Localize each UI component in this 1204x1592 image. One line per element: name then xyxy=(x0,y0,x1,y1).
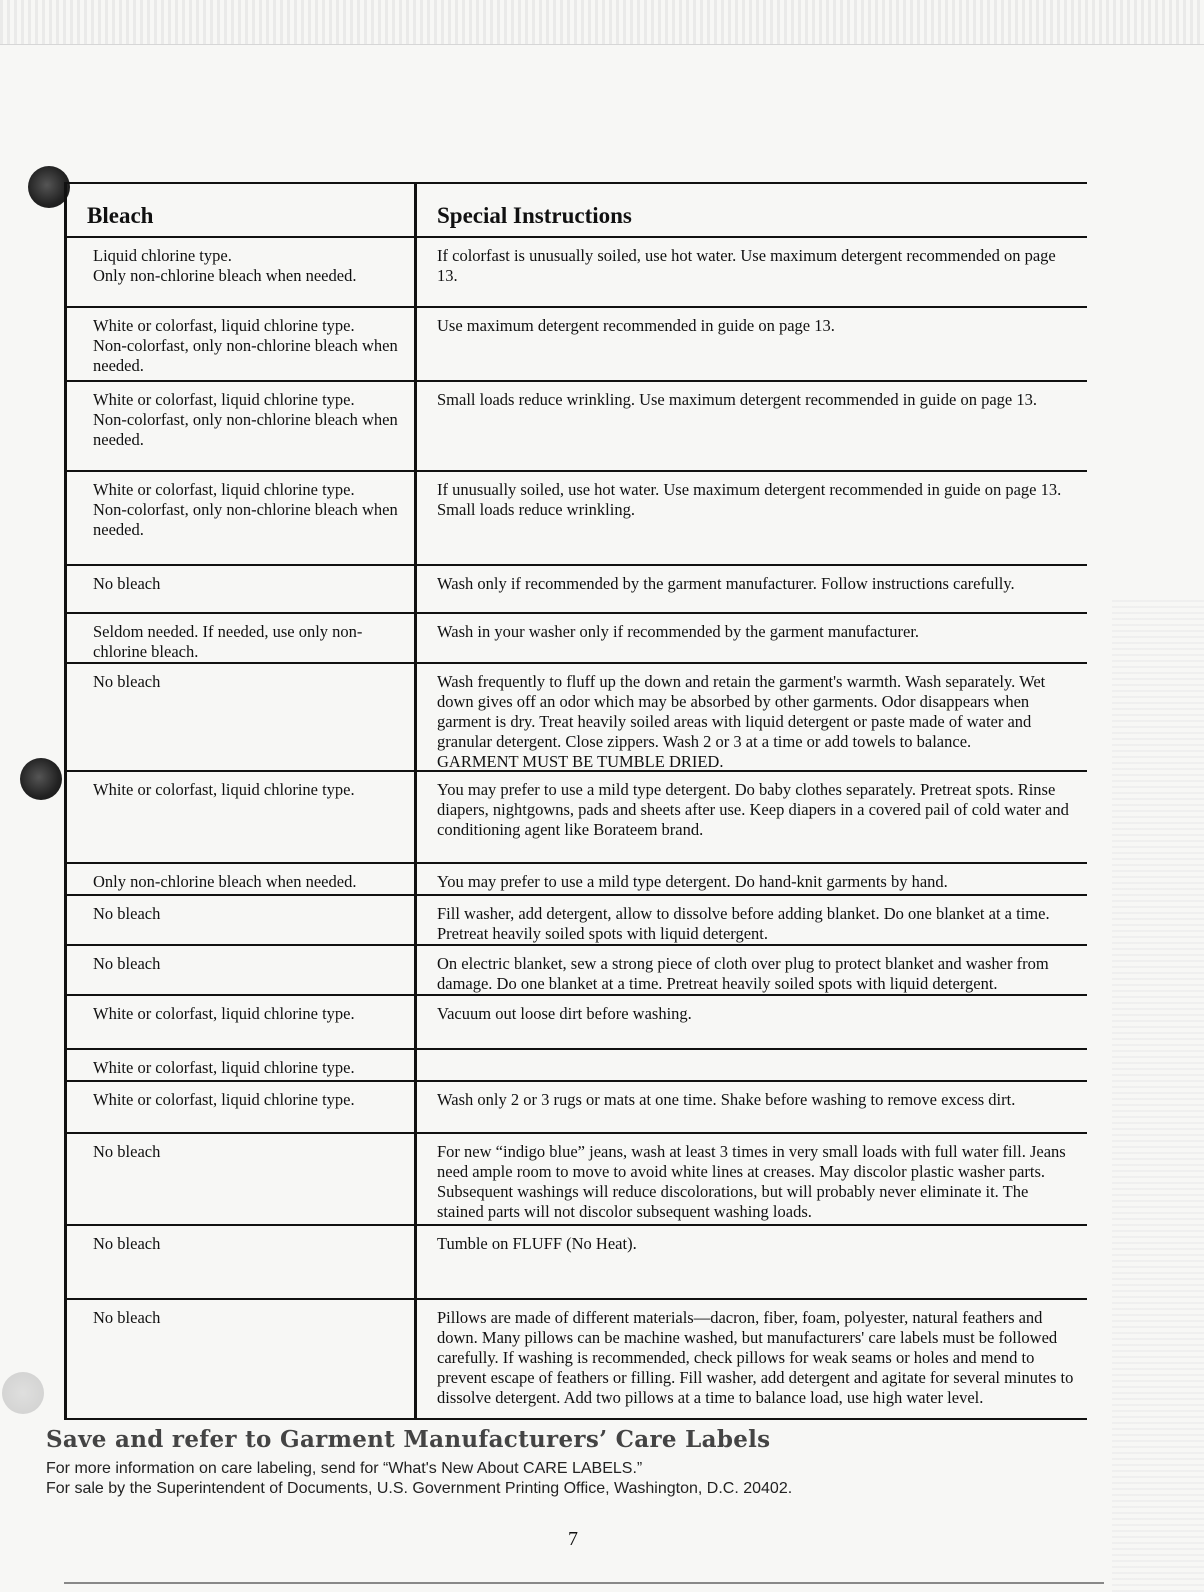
bleach-cell: Liquid chlorine type. Only non-chlorine bleach when needed. xyxy=(67,238,417,306)
table-row xyxy=(67,614,1087,664)
instructions-cell: On electric blanket, sew a strong piece of cloth over plug to protect blanket and washer from damage. Do one blanket at a time. Pretreat heavily soiled spots with liquid detergent. xyxy=(437,954,1049,993)
bleach-cell: White or colorfast, liquid chlorine type. Non-colorfast, only non-chlorine bleach when needed. xyxy=(67,382,417,470)
footer-title: Save and refer to Garment Manufacturers’ Care Labels xyxy=(46,1426,771,1453)
table-row xyxy=(67,996,1087,1050)
bleach-cell: White or colorfast, liquid chlorine type. Non-colorfast, only non-chlorine bleach when needed. xyxy=(67,308,417,380)
bleach-cell: No bleach xyxy=(67,946,417,994)
instructions-cell: You may prefer to use a mild type detergent. Do baby clothes separately. Pretreat spots. Rinse diapers, nightgowns, pads and sheets after use. Keep diapers in a covered pail of cold water and conditioning agent like Borateem brand. xyxy=(437,780,1069,839)
instructions-cell: Wash in your washer only if recommended by the garment manufacturer. xyxy=(437,622,920,641)
table-row xyxy=(67,382,1087,472)
instructions-column-header: Special Instructions xyxy=(437,203,632,228)
instructions-cell: Use maximum detergent recommended in guide on page 13. xyxy=(437,316,835,335)
table-row xyxy=(67,1134,1087,1226)
instructions-cell: Wash frequently to fluff up the down and retain the garment's warmth. Wash separately. Wet down gives off an odor which may be absorbed by other garments. Odor disappears when garment is dry. Treat heavily soiled areas with liquid detergent or paste made of water and granular detergent. Close zippers. Wash 2 or 3 at a time or add towels to balance. GARMENT MUST BE TUMBLE DRIED. xyxy=(437,672,1046,771)
table-row xyxy=(67,1226,1087,1300)
table-row xyxy=(67,1300,1087,1420)
bleach-cell: No bleach xyxy=(67,566,417,612)
bleach-cell: Seldom needed. If needed, use only non-chlorine bleach. xyxy=(67,614,417,662)
instructions-cell: You may prefer to use a mild type detergent. Do hand-knit garments by hand. xyxy=(437,872,948,891)
table-row xyxy=(67,472,1087,566)
table-row xyxy=(67,864,1087,896)
footer-sale-line: For sale by the Superintendent of Documents, U.S. Government Printing Office, Washington, D.C. 20402. xyxy=(46,1480,793,1497)
instructions-cell: If colorfast is unusually soiled, use hot water. Use maximum detergent recommended on page 13. xyxy=(437,246,1056,285)
bleach-column-header: Bleach xyxy=(67,184,417,236)
scan-noise-top xyxy=(0,0,1204,45)
table-row xyxy=(67,896,1087,946)
scan-noise-right xyxy=(1112,600,1204,1592)
instructions-cell xyxy=(417,1050,1087,1080)
instructions-cell: Fill washer, add detergent, allow to dissolve before adding blanket. Do one blanket at a time. Pretreat heavily soiled spots with liquid detergent. xyxy=(437,904,1050,943)
bleach-cell: White or colorfast, liquid chlorine type. xyxy=(67,996,417,1048)
table-row xyxy=(67,1082,1087,1134)
bleach-cell: No bleach xyxy=(67,664,417,770)
bleach-cell: White or colorfast, liquid chlorine type. Non-colorfast, only non-chlorine bleach when needed. xyxy=(67,472,417,564)
instructions-cell: Small loads reduce wrinkling. Use maximum detergent recommended in guide on page 13. xyxy=(437,390,1037,409)
bottom-rule xyxy=(64,1582,1104,1584)
table-row xyxy=(67,1050,1087,1082)
instructions-cell: Pillows are made of different materials—dacron, fiber, foam, polyester, natural feathers and down. Many pillows can be machine washed, but manufacturers' care labels must be followed carefully. If washing is recommended, check pillows for weak seams or holes and mend to prevent escape of feathers or filling. Fill washer, add detergent and agitate for several minutes to dissolve detergent. Add two pillows at a time to balance load, use high water level. xyxy=(437,1308,1074,1407)
binder-hole-icon xyxy=(20,758,62,800)
bleach-cell: No bleach xyxy=(67,1300,417,1418)
bleach-cell: White or colorfast, liquid chlorine type. xyxy=(67,772,417,862)
table-row xyxy=(67,772,1087,864)
bleach-cell: No bleach xyxy=(67,1134,417,1224)
instructions-cell: Wash only 2 or 3 rugs or mats at one time. Shake before washing to remove excess dirt. xyxy=(437,1090,1016,1109)
table-row xyxy=(67,664,1087,772)
page-number: 7 xyxy=(568,1528,578,1550)
table-row xyxy=(67,946,1087,996)
table-header-row xyxy=(67,184,1087,238)
care-instructions-table xyxy=(64,182,1087,1420)
instructions-cell: Vacuum out loose dirt before washing. xyxy=(437,1004,692,1023)
table-body xyxy=(67,238,1087,1420)
bleach-cell: No bleach xyxy=(67,896,417,944)
bleach-cell: Only non-chlorine bleach when needed. xyxy=(67,864,417,894)
instructions-cell: If unusually soiled, use hot water. Use maximum detergent recommended in guide on page 13. Small loads reduce wrinkling. xyxy=(437,480,1062,519)
table-row xyxy=(67,308,1087,382)
table-row xyxy=(67,566,1087,614)
bleach-cell: No bleach xyxy=(67,1226,417,1298)
binder-hole-icon xyxy=(2,1372,44,1414)
instructions-cell: For new “indigo blue” jeans, wash at least 3 times in very small loads with full water fill. Jeans need ample room to move to avoid white lines at creases. May discolor plastic washer parts. Subsequent washings will reduce discolorations, but will probably never eliminate it. The stained parts will not discolor subsequent washing loads. xyxy=(437,1142,1066,1221)
bleach-cell: White or colorfast, liquid chlorine type. xyxy=(67,1082,417,1132)
instructions-cell: Tumble on FLUFF (No Heat). xyxy=(437,1234,637,1253)
instructions-cell: Wash only if recommended by the garment manufacturer. Follow instructions carefully. xyxy=(437,574,1015,593)
bleach-cell: White or colorfast, liquid chlorine type. xyxy=(67,1050,417,1080)
footer-info-line: For more information on care labeling, send for “What's New About CARE LABELS.” xyxy=(46,1460,643,1477)
table-row xyxy=(67,238,1087,308)
